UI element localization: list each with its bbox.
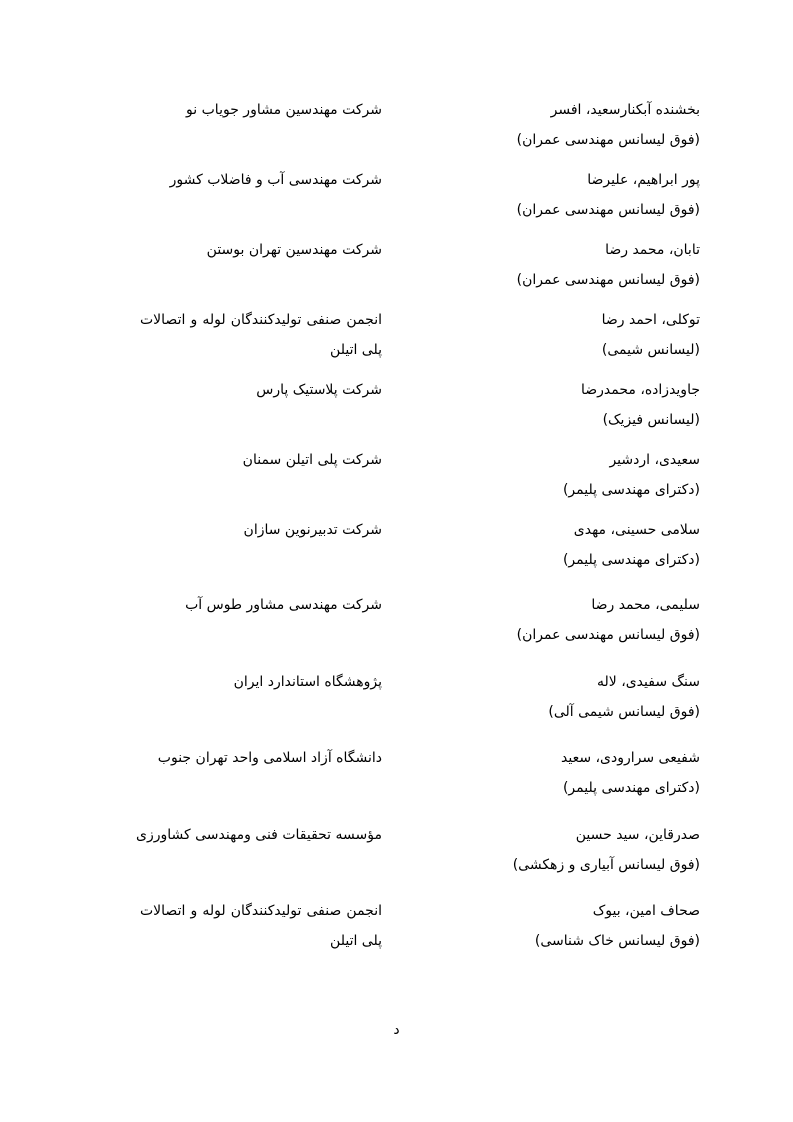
member-name: سلامی حسینی، مهدی xyxy=(573,522,700,538)
member-name: تابان، محمد رضا xyxy=(605,242,700,258)
member-degree: (فوق لیسانس شیمی آلی) xyxy=(548,704,700,720)
member-entry xyxy=(0,445,793,505)
member-organization: دانشگاه آزاد اسلامی واحد تهران جنوب xyxy=(157,750,382,766)
member-name: سنگ سفیدی، لاله xyxy=(596,674,700,690)
member-degree: (فوق لیسانس مهندسی عمران) xyxy=(516,627,700,643)
member-person xyxy=(400,305,700,365)
member-name: شفیعی سرارودی، سعید xyxy=(561,750,700,766)
page-number: د xyxy=(393,1022,400,1038)
member-name: پور ابراهیم، علیرضا xyxy=(587,172,700,188)
member-name: سلیمی، محمد رضا xyxy=(591,597,700,613)
member-entry xyxy=(0,667,793,727)
member-degree: (لیسانس شیمی) xyxy=(601,342,700,358)
member-entry xyxy=(0,515,793,575)
member-person xyxy=(400,515,700,575)
member-person xyxy=(400,667,700,727)
member-person xyxy=(400,743,700,803)
member-degree: (فوق لیسانس آبیاری و زهکشی) xyxy=(512,857,700,873)
member-person xyxy=(400,590,700,650)
member-entry xyxy=(0,305,793,365)
member-name: صدرقاین، سید حسین xyxy=(575,827,700,843)
member-organization: شرکت پلی اتیلن سمنان xyxy=(242,452,382,468)
member-person xyxy=(400,375,700,435)
member-entry xyxy=(0,743,793,803)
member-entry xyxy=(0,896,793,956)
member-organization: انجمن صنفی تولیدکنندگان لوله و اتصالات پلی اتیلن xyxy=(140,903,382,949)
member-degree: (لیسانس فیزیک) xyxy=(602,412,700,428)
member-person xyxy=(400,165,700,225)
member-degree: (دکترای مهندسی پلیمر) xyxy=(562,482,700,498)
member-organization: انجمن صنفی تولیدکنندگان لوله و اتصالات پلی اتیلن xyxy=(140,312,382,358)
member-entry xyxy=(0,235,793,295)
member-organization: شرکت مهندسی مشاور طوس آب xyxy=(185,597,382,613)
member-name: صحاف امین، بیوک xyxy=(592,903,700,919)
member-entry xyxy=(0,95,793,155)
member-organization: شرکت مهندسی آب و فاضلاب کشور xyxy=(169,172,382,188)
member-person xyxy=(400,896,700,956)
member-degree: (دکترای مهندسی پلیمر) xyxy=(562,552,700,568)
member-entry xyxy=(0,165,793,225)
member-person xyxy=(400,445,700,505)
member-person xyxy=(400,820,700,880)
member-person xyxy=(400,235,700,295)
member-entry xyxy=(0,590,793,650)
member-name: توکلی، احمد رضا xyxy=(601,312,700,328)
member-degree: (فوق لیسانس مهندسی عمران) xyxy=(516,132,700,148)
member-degree: (دکترای مهندسی پلیمر) xyxy=(562,780,700,796)
member-organization: شرکت پلاستیک پارس xyxy=(256,382,382,398)
member-organization: پژوهشگاه استاندارد ایران xyxy=(233,674,382,690)
member-entry xyxy=(0,820,793,880)
member-organization: شرکت مهندسین مشاور جویاب نو xyxy=(186,102,382,118)
member-person xyxy=(400,95,700,155)
member-entry xyxy=(0,375,793,435)
member-degree: (فوق لیسانس مهندسی عمران) xyxy=(516,202,700,218)
member-name: بخشنده آبکنارسعید، افسر xyxy=(550,102,700,118)
member-name: سعیدی، اردشیر xyxy=(609,452,700,468)
member-organization: مؤسسه تحقیقات فنی ومهندسی کشاورزی xyxy=(136,827,382,843)
member-degree: (فوق لیسانس مهندسی عمران) xyxy=(516,272,700,288)
member-degree: (فوق لیسانس خاک شناسی) xyxy=(534,933,700,949)
member-organization: شرکت تدبیرنوین سازان xyxy=(243,522,382,538)
member-name: جاویدزاده، محمدرضا xyxy=(580,382,700,398)
member-organization: شرکت مهندسین تهران بوستن xyxy=(206,242,382,258)
